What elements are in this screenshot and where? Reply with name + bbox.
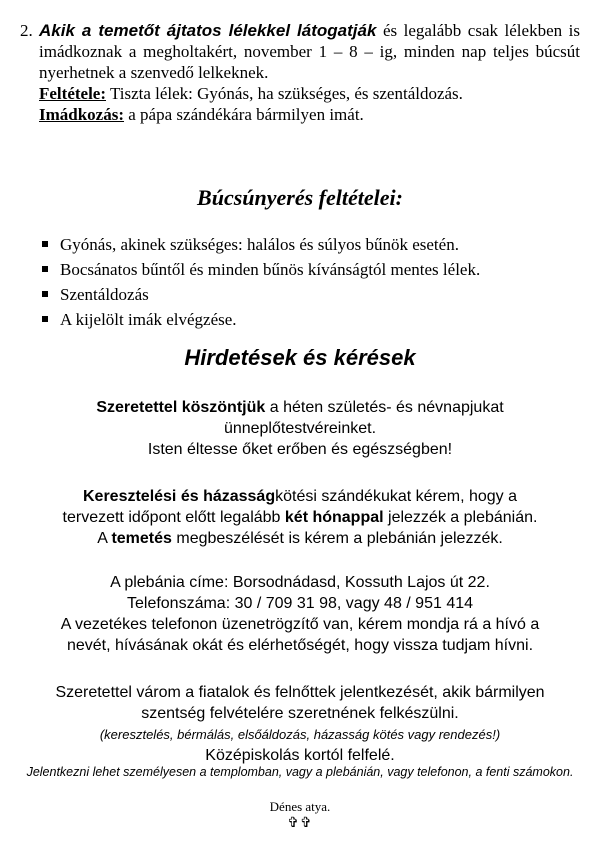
greeting-rest: a héten születés- és névnapjukat bbox=[265, 399, 504, 416]
youth-line-1: Szeretettel várom a fiatalok és felnőttek jelentkezését, akik bármilyen bbox=[55, 684, 545, 701]
list-item bbox=[40, 282, 480, 307]
greeting-line-3: Isten éltesse őket erőben és egészségben! bbox=[147, 441, 453, 458]
condition-text: Tiszta lélek: Gyónás, ha szükséges, és szentáldozás. bbox=[106, 84, 463, 103]
condition-label: Feltétele: bbox=[39, 84, 106, 103]
item-lead-text: Akik a temetőt ájtatos lélekkel látogatják bbox=[39, 21, 377, 40]
prayer-label: Imádkozás: bbox=[39, 105, 125, 124]
funeral-bold: temetés bbox=[111, 530, 172, 547]
baptism-rest-2: tervezett időpont előtt legalább bbox=[62, 509, 285, 526]
bullet-icon bbox=[42, 291, 48, 297]
conditions-list bbox=[40, 232, 480, 332]
baptism-rest-3: jelezzék a plebánián. bbox=[383, 509, 538, 526]
youth-block bbox=[0, 682, 600, 766]
list-item-text: A kijelölt imák elvégzése. bbox=[60, 310, 237, 329]
list-item-text: Bocsánatos bűntől és minden bűnös kívánságtól mentes lélek. bbox=[60, 260, 481, 279]
youth-line-2: szentség felvételére szeretnének felkészülni. bbox=[141, 705, 459, 722]
signature bbox=[0, 799, 600, 832]
phone-text: Telefonszáma: 30 / 709 31 98, vagy 48 / 951 414 bbox=[126, 595, 474, 612]
list-item bbox=[40, 307, 480, 332]
item-body-text: és legalább csak lélekben is imádkoznak a megholtakért, november 1 – 8 – ig, minden nap teljes búcsút nyerhetnek a szenvedő lelkeknek. bbox=[39, 21, 580, 82]
youth-line-3: Középiskolás kortól felfelé. bbox=[205, 747, 395, 764]
list-item bbox=[40, 257, 480, 282]
youth-note: (keresztelés, bérmálás, elsőáldozás, házasság kötés vagy rendezés!) bbox=[99, 727, 501, 742]
item-2-paragraph bbox=[20, 20, 580, 125]
two-months-bold: két hónappal bbox=[284, 509, 384, 526]
signup-note: Jelentkezni lehet személyesen a templomban, vagy a plebánián, vagy telefonon, a fenti számokon. bbox=[26, 765, 574, 779]
voicemail-line-2: nevét, hívásának okát és elérhetőségét, hogy vissza tudjam hívni. bbox=[66, 637, 534, 654]
greeting-line-2: ünneplőtestvéreinket. bbox=[223, 420, 377, 437]
funeral-pre: A bbox=[97, 530, 112, 547]
funeral-rest: megbeszélését is kérem a plebánián jelezzék. bbox=[171, 530, 503, 547]
signature-name: Dénes atya. bbox=[269, 799, 331, 814]
contact-block bbox=[0, 572, 600, 656]
address-text: A plebánia címe: Borsodnádasd, Kossuth Lajos út 22. bbox=[110, 574, 490, 591]
bullet-icon bbox=[42, 266, 48, 272]
bullet-icon bbox=[42, 316, 48, 322]
bullet-icon bbox=[42, 241, 48, 247]
greeting-bold: Szeretettel köszöntjük bbox=[96, 399, 266, 416]
sacrament-block bbox=[0, 486, 600, 549]
cross-icon: ✞✞ bbox=[287, 816, 313, 831]
item-number: 2. bbox=[20, 21, 33, 40]
voicemail-line-1: A vezetékes telefonon üzenetrögzítő van, kérem mondja rá a hívó a bbox=[60, 616, 540, 633]
conditions-title: Búcsúnyerés feltételei: bbox=[197, 185, 403, 210]
list-item-text: Szentáldozás bbox=[60, 285, 149, 304]
list-item bbox=[40, 232, 480, 257]
announcements-title: Hirdetések és kérések bbox=[184, 345, 416, 370]
prayer-text: a pápa szándékára bármilyen imát. bbox=[124, 105, 364, 124]
baptism-bold: Keresztelési és házasság bbox=[82, 488, 276, 505]
greeting-block bbox=[0, 397, 600, 460]
baptism-rest: kötési szándékukat kérem, hogy a bbox=[275, 488, 518, 505]
list-item-text: Gyónás, akinek szükséges: halálos és súlyos bűnök esetén. bbox=[60, 235, 459, 254]
